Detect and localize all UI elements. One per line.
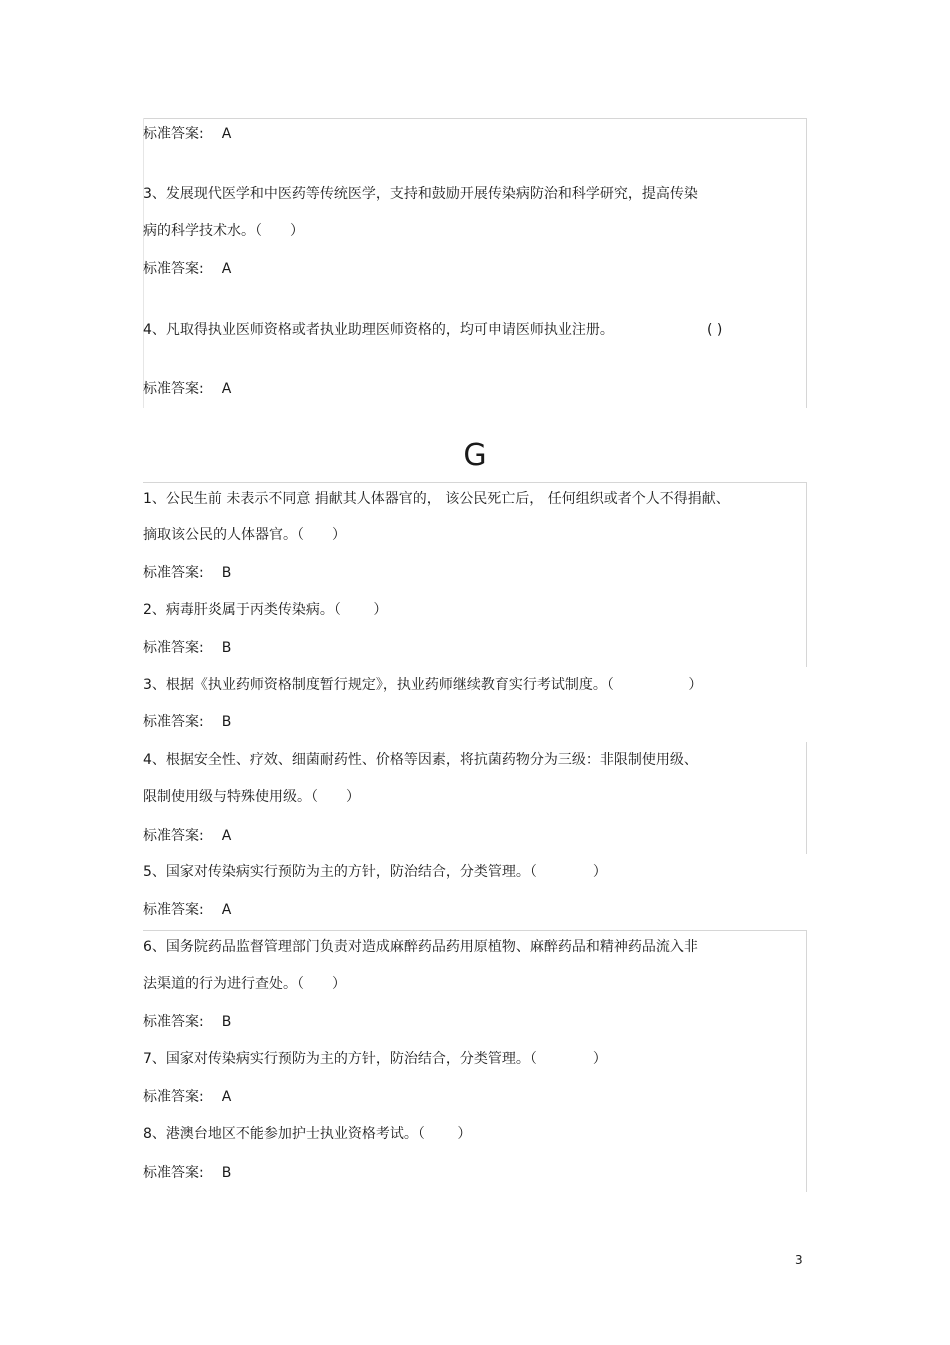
question-text: 1、公民生前 未表示不同意 捐献其人体器官的， 该公民死亡后， 任何组织或者个人不得捐献、	[143, 491, 730, 507]
frame-right-line	[806, 482, 807, 667]
frame-right-line	[806, 930, 807, 1192]
question-text: 病的科学技术水。（ ）	[143, 223, 304, 239]
answer-label: 标准答案:	[143, 640, 204, 656]
answer-label: 标准答案:	[143, 126, 204, 142]
frame-top-line	[143, 930, 807, 931]
frame-top-line	[143, 482, 807, 483]
answer-value: A	[221, 261, 232, 277]
answer-value: B	[221, 565, 232, 581]
question-text: 3、发展现代医学和中医药等传统医学，支持和鼓励开展传染病防治和科学研究，提高传染	[143, 186, 698, 202]
question-text: 4、根据安全性、疗效、细菌耐药性、价格等因素，将抗菌药物分为三级：非限制使用级、	[143, 752, 698, 768]
answer-label: 标准答案:	[143, 1014, 204, 1030]
answer-label: 标准答案:	[143, 261, 204, 277]
question-text: 限制使用级与特殊使用级。（ ）	[143, 789, 360, 805]
question-text: 3、根据《执业药师资格制度暂行规定》，执业药师继续教育实行考试制度。（ ）	[143, 677, 703, 693]
frame-right-line	[806, 742, 807, 854]
answer-line	[143, 1012, 231, 1032]
answer-line	[143, 1087, 231, 1107]
answer-line	[143, 124, 231, 144]
page-number: 3	[795, 1253, 803, 1267]
question-text: 2、病毒肝炎属于丙类传染病。（ ）	[143, 602, 388, 618]
question-text: 7、国家对传染病实行预防为主的方针，防治结合，分类管理。（ ）	[143, 1051, 607, 1067]
answer-line	[143, 1163, 231, 1183]
answer-value: A	[221, 1089, 232, 1105]
answer-value: B	[221, 1014, 232, 1030]
answer-label: 标准答案:	[143, 565, 204, 581]
answer-line	[143, 826, 231, 846]
answer-value: A	[221, 902, 232, 918]
answer-value: A	[221, 828, 232, 844]
question-text: 4、凡取得执业医师资格或者执业助理医师资格的，均可申请医师执业注册。	[143, 322, 614, 338]
section-letter: G	[463, 438, 487, 473]
question-text: 8、港澳台地区不能参加护士执业资格考试。（ ）	[143, 1126, 472, 1142]
answer-value: A	[221, 126, 232, 142]
answer-line	[143, 259, 231, 279]
answer-label: 标准答案:	[143, 1165, 204, 1181]
answer-label: 标准答案:	[143, 714, 204, 730]
answer-line	[143, 563, 231, 583]
question-text: 摘取该公民的人体器官。（ ）	[143, 527, 346, 543]
answer-value: B	[221, 640, 232, 656]
answer-line	[143, 638, 231, 658]
answer-label: 标准答案:	[143, 828, 204, 844]
frame-top-line	[143, 118, 807, 119]
question-text: 法渠道的行为进行查处。（ ）	[143, 976, 346, 992]
answer-line	[143, 379, 231, 399]
answer-label: 标准答案:	[143, 902, 204, 918]
question-text: 5、国家对传染病实行预防为主的方针，防治结合，分类管理。（ ）	[143, 864, 607, 880]
answer-value: A	[221, 381, 232, 397]
frame-right-line	[806, 118, 807, 408]
answer-line	[143, 712, 231, 732]
answer-value: B	[221, 1165, 232, 1181]
answer-label: 标准答案:	[143, 1089, 204, 1105]
question-paren: ( )	[707, 322, 723, 338]
answer-line	[143, 900, 231, 920]
answer-value: B	[221, 714, 232, 730]
question-text: 6、国务院药品监督管理部门负责对造成麻醉药品药用原植物、麻醉药品和精神药品流入非	[143, 939, 698, 955]
answer-label: 标准答案:	[143, 381, 204, 397]
